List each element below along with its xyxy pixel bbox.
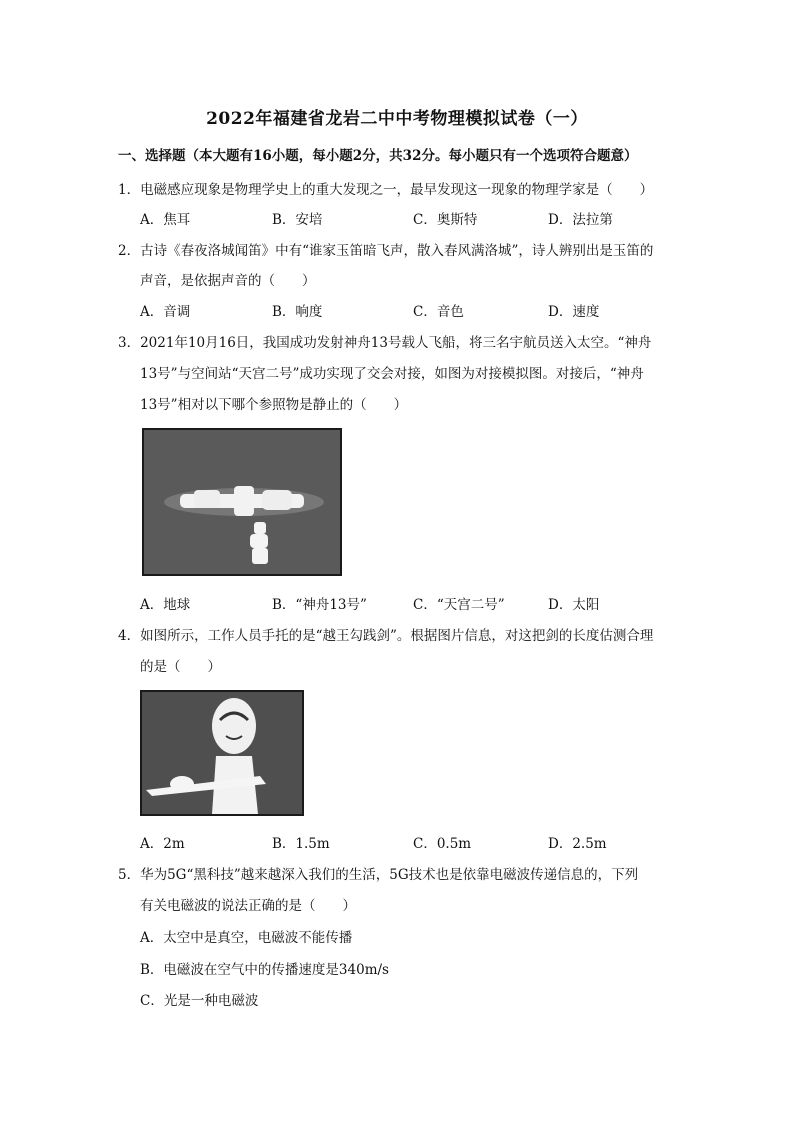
section-heading: 一、选择题（本大题有16小题，每小题2分，共32分。每小题只有一个选项符合题意） [118, 148, 638, 164]
q2-option-b: B．响度 [272, 304, 323, 320]
q5-option-b: B．电磁波在空气中的传播速度是340m/s [140, 962, 389, 978]
sword-illustration [142, 692, 302, 814]
q5-stem-line-2: 有关电磁波的说法正确的是（ ） [140, 898, 356, 914]
q3-option-b: B．“神舟13号” [272, 597, 367, 613]
q2-stem-line-2: 声音，是依据声音的（ ） [140, 273, 316, 289]
q3-option-c: C．“天宫二号” [413, 597, 505, 613]
page-title: 2022年福建省龙岩二中中考物理模拟试卷（一） [206, 109, 588, 129]
q3-option-a: A．地球 [140, 597, 191, 613]
q4-stem-line-1: 4．如图所示，工作人员手托的是“越王勾践剑”。根据图片信息，对这把剑的长度估测合理 [118, 628, 654, 644]
q2-option-a: A．音调 [140, 304, 191, 320]
sword-figure [140, 690, 304, 816]
q4-option-b: B．1.5m [272, 836, 330, 852]
q2-stem-line-1: 2．古诗《春夜洛城闻笛》中有“谁家玉笛暗飞声，散入春风满洛城”，诗人辨别出是玉笛的 [118, 243, 654, 259]
q4-option-c: C．0.5m [413, 836, 472, 852]
q1-stem-line-1: 1．电磁感应现象是物理学史上的重大发现之一，最早发现这一现象的物理学家是（ ） [118, 182, 654, 198]
q5-stem-line-1: 5．华为5G“黑科技”越来越深入我们的生活，5G技术也是依靠电磁波传递信息的，下列 [118, 867, 639, 883]
q3-stem-line-3: 13号”相对以下哪个参照物是静止的（ ） [140, 397, 408, 413]
q2-option-c: C．音色 [413, 304, 464, 320]
docking-illustration [144, 430, 340, 574]
q1-option-b: B．安培 [272, 212, 323, 228]
q4-option-d: D．2.5m [548, 836, 607, 852]
q5-option-a: A．太空中是真空，电磁波不能传播 [140, 930, 353, 946]
q1-option-a: A．焦耳 [140, 212, 191, 228]
q4-stem-line-2: 的是（ ） [140, 659, 221, 675]
docking-figure [142, 428, 342, 576]
q3-option-d: D．太阳 [548, 597, 600, 613]
q5-option-c: C．光是一种电磁波 [140, 993, 259, 1009]
q4-option-a: A．2m [140, 836, 185, 852]
q3-stem-line-1: 3．2021年10月16日，我国成功发射神舟13号载人飞船，将三名宇航员送入太空。“神舟 [118, 335, 652, 351]
q3-stem-line-2: 13号”与空间站“天宫二号”成功实现了交会对接，如图为对接模拟图。对接后，“神舟 [140, 366, 644, 382]
q1-option-d: D．法拉第 [548, 212, 613, 228]
q1-option-c: C．奥斯特 [413, 212, 478, 228]
q2-option-d: D．速度 [548, 304, 600, 320]
